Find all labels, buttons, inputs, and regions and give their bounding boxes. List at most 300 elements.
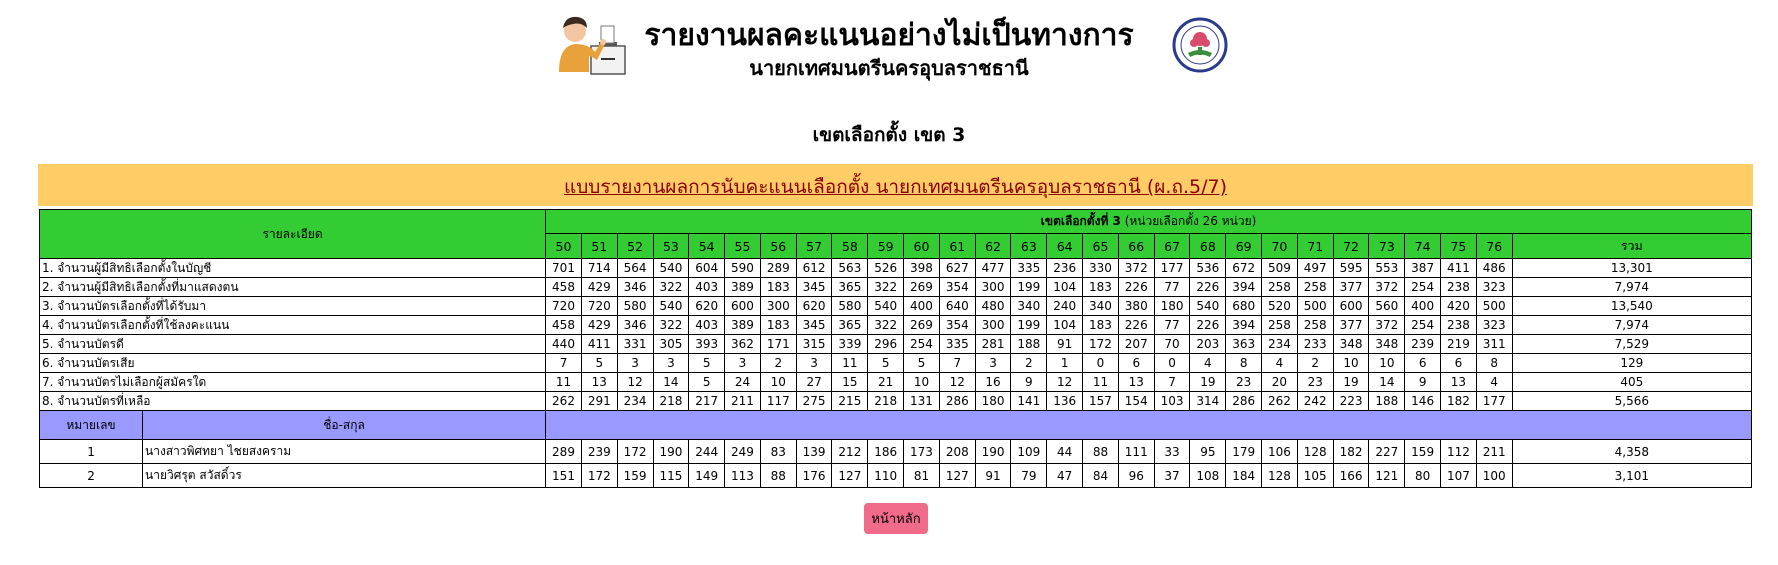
value-cell: 600 bbox=[1333, 297, 1369, 316]
value-cell: 226 bbox=[1190, 278, 1226, 297]
value-cell: 23 bbox=[1226, 373, 1262, 392]
value-cell: 305 bbox=[653, 335, 689, 354]
row-label: 8. จำนวนบัตรที่เหลือ bbox=[40, 392, 546, 411]
value-cell: 14 bbox=[1369, 373, 1405, 392]
total-cell: 13,301 bbox=[1512, 259, 1751, 278]
candidate-name: นายวิศรุต สวัสดิ์วร bbox=[143, 464, 546, 488]
value-cell: 7 bbox=[1154, 373, 1190, 392]
page-title: รายงานผลคะแนนอย่างไม่เป็นทางการ bbox=[644, 18, 1134, 53]
value-cell: 411 bbox=[581, 335, 617, 354]
value-cell: 345 bbox=[796, 278, 832, 297]
value-cell: 9 bbox=[1405, 373, 1441, 392]
value-cell: 146 bbox=[1405, 392, 1441, 411]
value-cell: 429 bbox=[581, 278, 617, 297]
total-cell: 7,529 bbox=[1512, 335, 1751, 354]
value-cell: 354 bbox=[939, 316, 975, 335]
value-cell: 21 bbox=[868, 373, 904, 392]
table-row bbox=[40, 297, 1752, 316]
value-cell: 188 bbox=[1011, 335, 1047, 354]
value-cell: 291 bbox=[581, 392, 617, 411]
value-cell: 226 bbox=[1118, 278, 1154, 297]
value-cell: 10 bbox=[904, 373, 940, 392]
value-cell: 540 bbox=[653, 259, 689, 278]
candidate-votes: 83 bbox=[760, 440, 796, 464]
page-subtitle: นายกเทศมนตรีนครอุบลราชธานี bbox=[749, 56, 1029, 80]
value-cell: 509 bbox=[1262, 259, 1298, 278]
value-cell: 14 bbox=[653, 373, 689, 392]
row-label: 1. จำนวนผู้มีสิทธิเลือกตั้งในบัญชี bbox=[40, 259, 546, 278]
table-row bbox=[40, 316, 1752, 335]
value-cell: 104 bbox=[1047, 278, 1083, 297]
value-cell: 141 bbox=[1011, 392, 1047, 411]
candidate-votes: 127 bbox=[832, 464, 868, 488]
value-cell: 365 bbox=[832, 278, 868, 297]
value-cell: 458 bbox=[546, 278, 582, 297]
value-cell: 180 bbox=[975, 392, 1011, 411]
value-cell: 91 bbox=[1047, 335, 1083, 354]
total-cell: 129 bbox=[1512, 354, 1751, 373]
value-cell: 323 bbox=[1476, 316, 1512, 335]
value-cell: 420 bbox=[1441, 297, 1477, 316]
value-cell: 0 bbox=[1083, 354, 1119, 373]
value-cell: 339 bbox=[832, 335, 868, 354]
value-cell: 6 bbox=[1441, 354, 1477, 373]
candidate-votes: 176 bbox=[796, 464, 832, 488]
value-cell: 182 bbox=[1441, 392, 1477, 411]
value-cell: 394 bbox=[1226, 278, 1262, 297]
value-cell: 500 bbox=[1297, 297, 1333, 316]
value-cell: 377 bbox=[1333, 316, 1369, 335]
candidate-votes: 37 bbox=[1154, 464, 1190, 488]
value-cell: 211 bbox=[725, 392, 761, 411]
candidate-number-header: หมายเลข bbox=[40, 411, 143, 440]
value-cell: 12 bbox=[939, 373, 975, 392]
value-cell: 136 bbox=[1047, 392, 1083, 411]
candidate-votes: 128 bbox=[1262, 464, 1298, 488]
detail-header: รายละเอียด bbox=[40, 210, 546, 259]
candidate-votes: 227 bbox=[1369, 440, 1405, 464]
value-cell: 117 bbox=[760, 392, 796, 411]
value-cell: 620 bbox=[689, 297, 725, 316]
value-cell: 12 bbox=[617, 373, 653, 392]
candidate-name-header: ชื่อ-สกุล bbox=[143, 411, 546, 440]
value-cell: 10 bbox=[1333, 354, 1369, 373]
candidate-votes: 106 bbox=[1262, 440, 1298, 464]
value-cell: 403 bbox=[689, 278, 725, 297]
value-cell: 335 bbox=[939, 335, 975, 354]
candidate-votes: 44 bbox=[1047, 440, 1083, 464]
value-cell: 323 bbox=[1476, 278, 1512, 297]
unit-header: 55 bbox=[725, 234, 761, 259]
unit-header: 62 bbox=[975, 234, 1011, 259]
unit-header: 64 bbox=[1047, 234, 1083, 259]
total-cell: 7,974 bbox=[1512, 278, 1751, 297]
unit-header: 61 bbox=[939, 234, 975, 259]
value-cell: 335 bbox=[1011, 259, 1047, 278]
value-cell: 560 bbox=[1369, 297, 1405, 316]
value-cell: 3 bbox=[796, 354, 832, 373]
value-cell: 180 bbox=[1154, 297, 1190, 316]
value-cell: 400 bbox=[904, 297, 940, 316]
value-cell: 387 bbox=[1405, 259, 1441, 278]
value-cell: 300 bbox=[975, 316, 1011, 335]
value-cell: 27 bbox=[796, 373, 832, 392]
value-cell: 440 bbox=[546, 335, 582, 354]
value-cell: 714 bbox=[581, 259, 617, 278]
value-cell: 172 bbox=[1083, 335, 1119, 354]
value-cell: 262 bbox=[546, 392, 582, 411]
unit-header: 58 bbox=[832, 234, 868, 259]
candidate-number: 2 bbox=[40, 464, 143, 488]
candidate-name: นางสาวพิศทยา ไชยสงคราม bbox=[143, 440, 546, 464]
value-cell: 13 bbox=[581, 373, 617, 392]
candidate-row bbox=[40, 440, 1752, 464]
candidate-body bbox=[40, 440, 1752, 488]
value-cell: 19 bbox=[1190, 373, 1226, 392]
value-cell: 372 bbox=[1369, 278, 1405, 297]
district-unit-header bbox=[546, 210, 1752, 234]
unit-header: 65 bbox=[1083, 234, 1119, 259]
unit-header: 59 bbox=[868, 234, 904, 259]
value-cell: 258 bbox=[1297, 316, 1333, 335]
value-cell: 563 bbox=[832, 259, 868, 278]
value-cell: 680 bbox=[1226, 297, 1262, 316]
value-cell: 331 bbox=[617, 335, 653, 354]
value-cell: 242 bbox=[1297, 392, 1333, 411]
candidate-row bbox=[40, 464, 1752, 488]
value-cell: 5 bbox=[904, 354, 940, 373]
value-cell: 720 bbox=[581, 297, 617, 316]
value-cell: 223 bbox=[1333, 392, 1369, 411]
value-cell: 12 bbox=[1047, 373, 1083, 392]
value-cell: 236 bbox=[1047, 259, 1083, 278]
value-cell: 281 bbox=[975, 335, 1011, 354]
candidate-votes: 115 bbox=[653, 464, 689, 488]
candidate-votes: 121 bbox=[1369, 464, 1405, 488]
value-cell: 345 bbox=[796, 316, 832, 335]
unit-header: 72 bbox=[1333, 234, 1369, 259]
value-cell: 154 bbox=[1118, 392, 1154, 411]
candidate-votes: 289 bbox=[546, 440, 582, 464]
value-cell: 5 bbox=[689, 354, 725, 373]
value-cell: 5 bbox=[581, 354, 617, 373]
value-cell: 300 bbox=[760, 297, 796, 316]
candidate-votes: 107 bbox=[1441, 464, 1477, 488]
candidate-votes: 110 bbox=[868, 464, 904, 488]
row-label: 7. จำนวนบัตรไม่เลือกผู้สมัครใด bbox=[40, 373, 546, 392]
unit-header: 50 bbox=[546, 234, 582, 259]
value-cell: 322 bbox=[868, 316, 904, 335]
value-cell: 314 bbox=[1190, 392, 1226, 411]
candidate-votes: 190 bbox=[653, 440, 689, 464]
results-table bbox=[39, 209, 1752, 488]
value-cell: 240 bbox=[1047, 297, 1083, 316]
value-cell: 520 bbox=[1262, 297, 1298, 316]
candidate-votes: 128 bbox=[1297, 440, 1333, 464]
value-cell: 183 bbox=[1083, 278, 1119, 297]
value-cell: 497 bbox=[1297, 259, 1333, 278]
value-cell: 177 bbox=[1154, 259, 1190, 278]
candidate-votes: 179 bbox=[1226, 440, 1262, 464]
value-cell: 258 bbox=[1297, 278, 1333, 297]
candidate-votes: 109 bbox=[1011, 440, 1047, 464]
value-cell: 403 bbox=[689, 316, 725, 335]
value-cell: 258 bbox=[1262, 278, 1298, 297]
municipality-seal-icon bbox=[1172, 17, 1228, 73]
value-cell: 346 bbox=[617, 278, 653, 297]
value-cell: 389 bbox=[725, 278, 761, 297]
unit-header: 63 bbox=[1011, 234, 1047, 259]
value-cell: 9 bbox=[1011, 373, 1047, 392]
candidate-votes: 112 bbox=[1441, 440, 1477, 464]
value-cell: 393 bbox=[689, 335, 725, 354]
candidate-votes: 166 bbox=[1333, 464, 1369, 488]
value-cell: 131 bbox=[904, 392, 940, 411]
unit-header: 74 bbox=[1405, 234, 1441, 259]
candidate-votes: 95 bbox=[1190, 440, 1226, 464]
value-cell: 540 bbox=[868, 297, 904, 316]
unit-header: 67 bbox=[1154, 234, 1190, 259]
value-cell: 199 bbox=[1011, 278, 1047, 297]
total-header: รวม bbox=[1512, 234, 1751, 259]
district-heading: เขตเลือกตั้ง เขต 3 bbox=[812, 124, 966, 146]
value-cell: 15 bbox=[832, 373, 868, 392]
value-cell: 289 bbox=[760, 259, 796, 278]
value-cell: 77 bbox=[1154, 278, 1190, 297]
district-unit-header-note: (หน่วยเลือกตั้ง 26 หน่วย) bbox=[1120, 214, 1257, 228]
value-cell: 2 bbox=[1297, 354, 1333, 373]
value-cell: 70 bbox=[1154, 335, 1190, 354]
value-cell: 238 bbox=[1441, 316, 1477, 335]
value-cell: 203 bbox=[1190, 335, 1226, 354]
value-cell: 315 bbox=[796, 335, 832, 354]
value-cell: 254 bbox=[1405, 316, 1441, 335]
candidate-votes: 96 bbox=[1118, 464, 1154, 488]
candidate-votes: 172 bbox=[581, 464, 617, 488]
value-cell: 258 bbox=[1262, 316, 1298, 335]
candidate-votes: 149 bbox=[689, 464, 725, 488]
value-cell: 526 bbox=[868, 259, 904, 278]
value-cell: 239 bbox=[1405, 335, 1441, 354]
value-cell: 20 bbox=[1262, 373, 1298, 392]
row-label: 3. จำนวนบัตรเลือกตั้งที่ได้รับมา bbox=[40, 297, 546, 316]
value-cell: 7 bbox=[546, 354, 582, 373]
statistics-body bbox=[40, 259, 1752, 411]
candidate-votes: 91 bbox=[975, 464, 1011, 488]
value-cell: 226 bbox=[1190, 316, 1226, 335]
candidate-votes: 212 bbox=[832, 440, 868, 464]
value-cell: 580 bbox=[832, 297, 868, 316]
value-cell: 458 bbox=[546, 316, 582, 335]
candidate-votes: 88 bbox=[1083, 440, 1119, 464]
value-cell: 2 bbox=[1011, 354, 1047, 373]
candidate-votes: 172 bbox=[617, 440, 653, 464]
candidate-votes: 239 bbox=[581, 440, 617, 464]
value-cell: 4 bbox=[1476, 373, 1512, 392]
value-cell: 218 bbox=[653, 392, 689, 411]
value-cell: 217 bbox=[689, 392, 725, 411]
table-row bbox=[40, 335, 1752, 354]
value-cell: 7 bbox=[939, 354, 975, 373]
value-cell: 207 bbox=[1118, 335, 1154, 354]
value-cell: 627 bbox=[939, 259, 975, 278]
value-cell: 322 bbox=[868, 278, 904, 297]
candidate-votes: 81 bbox=[904, 464, 940, 488]
value-cell: 8 bbox=[1476, 354, 1512, 373]
value-cell: 19 bbox=[1333, 373, 1369, 392]
candidate-votes: 100 bbox=[1476, 464, 1512, 488]
total-cell: 5,566 bbox=[1512, 392, 1751, 411]
value-cell: 10 bbox=[760, 373, 796, 392]
value-cell: 5 bbox=[868, 354, 904, 373]
unit-header: 53 bbox=[653, 234, 689, 259]
candidate-header-filler bbox=[546, 411, 1752, 440]
value-cell: 183 bbox=[760, 278, 796, 297]
value-cell: 254 bbox=[904, 335, 940, 354]
candidate-votes: 111 bbox=[1118, 440, 1154, 464]
value-cell: 380 bbox=[1118, 297, 1154, 316]
value-cell: 5 bbox=[689, 373, 725, 392]
value-cell: 275 bbox=[796, 392, 832, 411]
value-cell: 6 bbox=[1118, 354, 1154, 373]
candidate-votes: 139 bbox=[796, 440, 832, 464]
value-cell: 322 bbox=[653, 278, 689, 297]
value-cell: 3 bbox=[975, 354, 1011, 373]
value-cell: 24 bbox=[725, 373, 761, 392]
candidate-number: 1 bbox=[40, 440, 143, 464]
value-cell: 0 bbox=[1154, 354, 1190, 373]
candidate-votes: 105 bbox=[1297, 464, 1333, 488]
row-label: 4. จำนวนบัตรเลือกตั้งที่ใช้ลงคะแนน bbox=[40, 316, 546, 335]
candidate-votes: 190 bbox=[975, 440, 1011, 464]
candidate-votes: 211 bbox=[1476, 440, 1512, 464]
value-cell: 4 bbox=[1262, 354, 1298, 373]
page-header bbox=[0, 0, 1778, 96]
candidate-votes: 182 bbox=[1333, 440, 1369, 464]
candidate-header-row bbox=[40, 411, 1752, 440]
value-cell: 10 bbox=[1369, 354, 1405, 373]
candidate-votes: 173 bbox=[904, 440, 940, 464]
unit-header: 52 bbox=[617, 234, 653, 259]
value-cell: 218 bbox=[868, 392, 904, 411]
value-cell: 2 bbox=[760, 354, 796, 373]
value-cell: 11 bbox=[546, 373, 582, 392]
value-cell: 595 bbox=[1333, 259, 1369, 278]
value-cell: 580 bbox=[617, 297, 653, 316]
candidate-votes: 47 bbox=[1047, 464, 1083, 488]
row-label: 5. จำนวนบัตรดี bbox=[40, 335, 546, 354]
value-cell: 372 bbox=[1369, 316, 1405, 335]
report-form-link[interactable]: แบบรายงานผลการนับคะแนนเลือกตั้ง นายกเทศมนตรีนครอุบลราชธานี (ผ.ถ.5/7) bbox=[564, 176, 1227, 198]
unit-header: 68 bbox=[1190, 234, 1226, 259]
value-cell: 311 bbox=[1476, 335, 1512, 354]
value-cell: 234 bbox=[1262, 335, 1298, 354]
value-cell: 226 bbox=[1118, 316, 1154, 335]
total-cell: 405 bbox=[1512, 373, 1751, 392]
value-cell: 400 bbox=[1405, 297, 1441, 316]
value-cell: 8 bbox=[1226, 354, 1262, 373]
candidate-votes: 127 bbox=[939, 464, 975, 488]
table-row bbox=[40, 278, 1752, 297]
unit-header: 60 bbox=[904, 234, 940, 259]
value-cell: 348 bbox=[1333, 335, 1369, 354]
value-cell: 480 bbox=[975, 297, 1011, 316]
value-cell: 4 bbox=[1190, 354, 1226, 373]
value-cell: 238 bbox=[1441, 278, 1477, 297]
value-cell: 3 bbox=[653, 354, 689, 373]
candidate-votes: 249 bbox=[725, 440, 761, 464]
value-cell: 23 bbox=[1297, 373, 1333, 392]
unit-header: 76 bbox=[1476, 234, 1512, 259]
candidate-votes: 244 bbox=[689, 440, 725, 464]
candidate-total: 3,101 bbox=[1512, 464, 1751, 488]
value-cell: 3 bbox=[617, 354, 653, 373]
total-cell: 13,540 bbox=[1512, 297, 1751, 316]
value-cell: 183 bbox=[1083, 316, 1119, 335]
table-row bbox=[40, 354, 1752, 373]
value-cell: 11 bbox=[832, 354, 868, 373]
value-cell: 348 bbox=[1369, 335, 1405, 354]
value-cell: 536 bbox=[1190, 259, 1226, 278]
value-cell: 365 bbox=[832, 316, 868, 335]
value-cell: 262 bbox=[1262, 392, 1298, 411]
candidate-votes: 208 bbox=[939, 440, 975, 464]
table-row bbox=[40, 259, 1752, 278]
table-row bbox=[40, 373, 1752, 392]
candidate-votes: 79 bbox=[1011, 464, 1047, 488]
candidate-votes: 108 bbox=[1190, 464, 1226, 488]
value-cell: 177 bbox=[1476, 392, 1512, 411]
value-cell: 286 bbox=[1226, 392, 1262, 411]
value-cell: 340 bbox=[1083, 297, 1119, 316]
unit-header: 66 bbox=[1118, 234, 1154, 259]
candidate-votes: 186 bbox=[868, 440, 904, 464]
value-cell: 254 bbox=[1405, 278, 1441, 297]
unit-header: 75 bbox=[1441, 234, 1477, 259]
value-cell: 300 bbox=[975, 278, 1011, 297]
total-cell: 7,974 bbox=[1512, 316, 1751, 335]
value-cell: 411 bbox=[1441, 259, 1477, 278]
value-cell: 604 bbox=[689, 259, 725, 278]
value-cell: 296 bbox=[868, 335, 904, 354]
row-label: 2. จำนวนผู้มีสิทธิเลือกตั้งที่มาแสดงตน bbox=[40, 278, 546, 297]
value-cell: 346 bbox=[617, 316, 653, 335]
value-cell: 269 bbox=[904, 316, 940, 335]
candidate-votes: 151 bbox=[546, 464, 582, 488]
district-unit-header-bold: เขตเลือกตั้งที่ 3 bbox=[1040, 214, 1121, 228]
value-cell: 389 bbox=[725, 316, 761, 335]
value-cell: 157 bbox=[1083, 392, 1119, 411]
value-cell: 363 bbox=[1226, 335, 1262, 354]
candidate-votes: 88 bbox=[760, 464, 796, 488]
unit-header: 56 bbox=[760, 234, 796, 259]
value-cell: 429 bbox=[581, 316, 617, 335]
home-button[interactable]: หน้าหลัก bbox=[864, 503, 928, 534]
value-cell: 564 bbox=[617, 259, 653, 278]
value-cell: 720 bbox=[546, 297, 582, 316]
value-cell: 354 bbox=[939, 278, 975, 297]
unit-header: 70 bbox=[1262, 234, 1298, 259]
value-cell: 372 bbox=[1118, 259, 1154, 278]
unit-header: 73 bbox=[1369, 234, 1405, 259]
value-cell: 188 bbox=[1369, 392, 1405, 411]
value-cell: 486 bbox=[1476, 259, 1512, 278]
value-cell: 553 bbox=[1369, 259, 1405, 278]
value-cell: 540 bbox=[1190, 297, 1226, 316]
value-cell: 500 bbox=[1476, 297, 1512, 316]
value-cell: 672 bbox=[1226, 259, 1262, 278]
value-cell: 620 bbox=[796, 297, 832, 316]
